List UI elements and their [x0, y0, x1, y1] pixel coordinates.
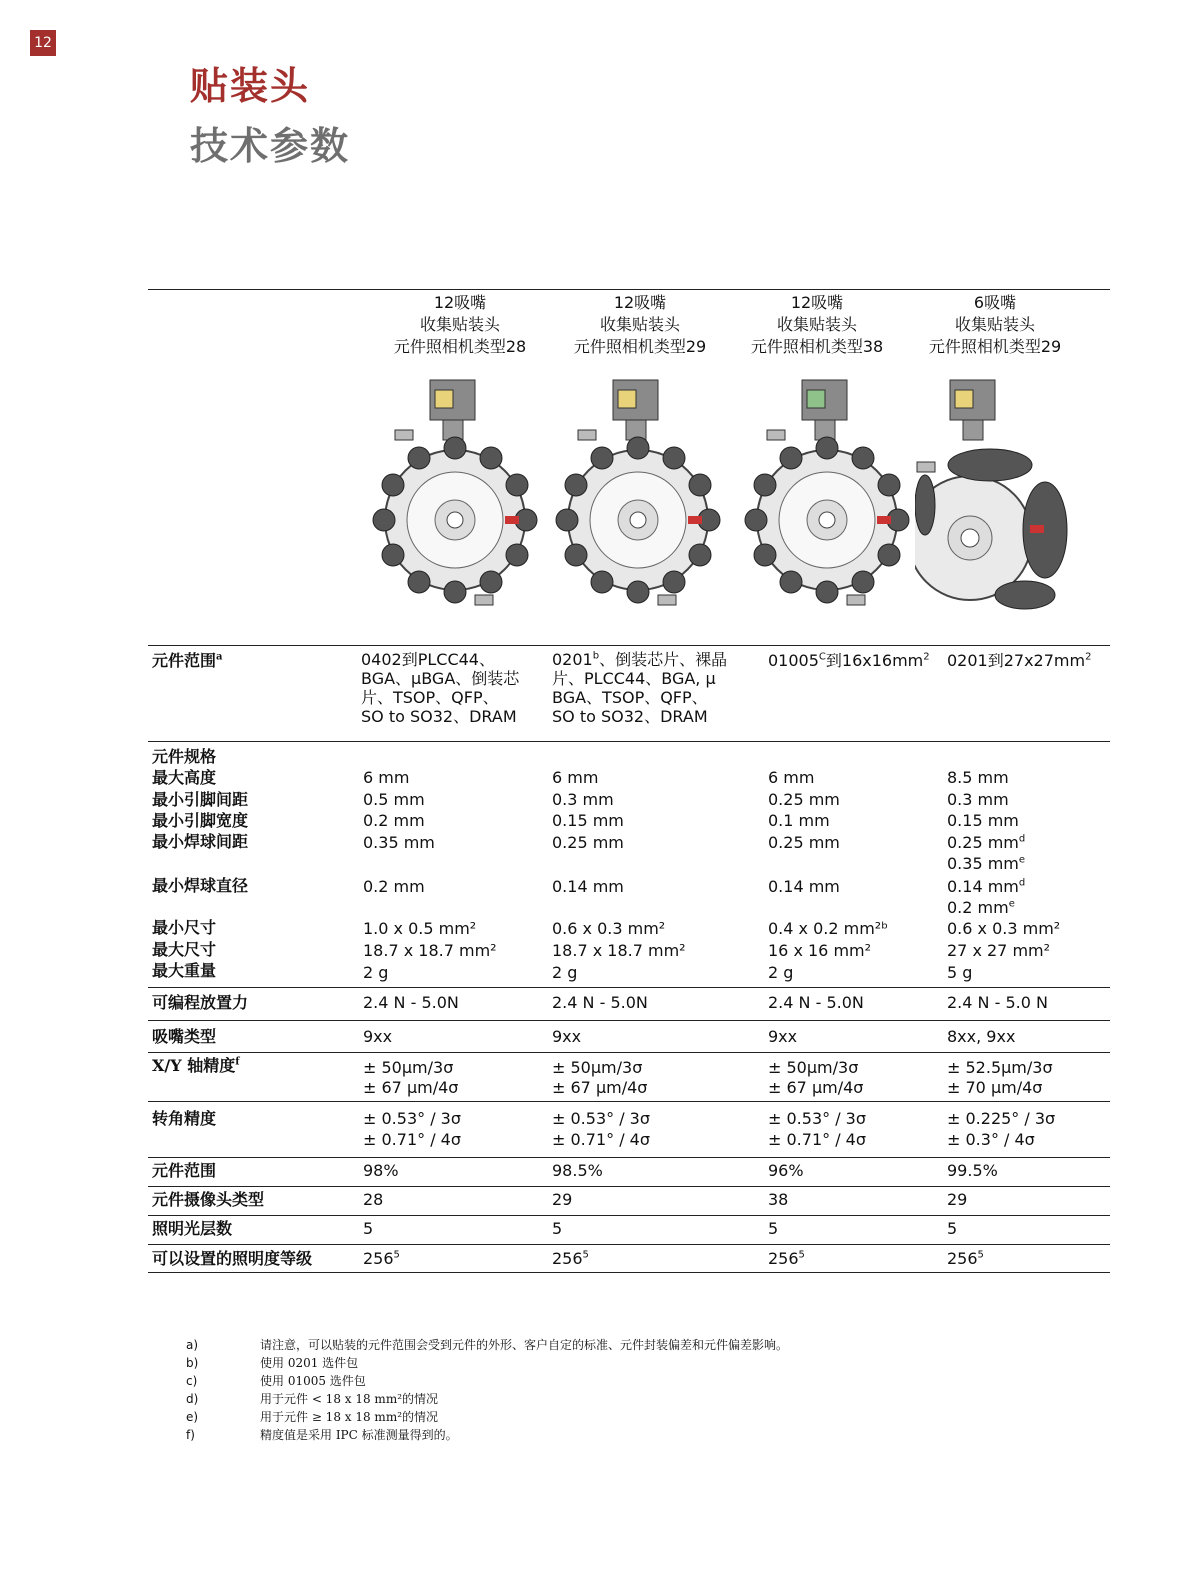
- footnote-text: 使用 01005 选件包: [260, 1374, 366, 1388]
- row-value: 9xx: [768, 1027, 798, 1046]
- rule-spec: [148, 741, 1110, 742]
- row-value: 99.5%: [947, 1161, 998, 1180]
- placement-head-12-nozzle-icon: [548, 370, 728, 625]
- footnote-key: d): [186, 1392, 199, 1406]
- spec-value: 0.25 mm: [768, 833, 840, 852]
- footnote-key: b): [186, 1356, 199, 1370]
- table-top-rule: [148, 289, 1110, 290]
- row-value: $256^5$: [768, 1249, 805, 1268]
- row-rule: [148, 1215, 1110, 1216]
- spec-label: 最小焊球直径: [152, 876, 249, 895]
- spec-value: 8.5 mm: [947, 768, 1009, 787]
- spec-value: 6 mm: [768, 768, 815, 787]
- row-value: 96%: [768, 1161, 804, 1180]
- footnote-text: 请注意，可以贴装的元件范围会受到元件的外形、客户自定的标准、元件封装偏差和元件偏差影响。: [260, 1338, 789, 1352]
- spec-value: 18.7 x 18.7 mm²: [552, 941, 686, 960]
- page-subtitle: 技术参数: [190, 123, 351, 168]
- footnote-key: a): [186, 1338, 199, 1352]
- row-value: 98.5%: [552, 1161, 603, 1180]
- spec-value: 0.15 mm: [552, 811, 624, 830]
- row-value: 5: [363, 1219, 374, 1238]
- spec-value: 0.2 $mm^e$: [947, 898, 1015, 917]
- spec-value: 0.3 mm: [552, 790, 614, 809]
- row-label: 可以设置的照明度等级: [152, 1249, 313, 1268]
- row-value: $256^5$: [363, 1249, 400, 1268]
- column-header-2: 12吸嘴 收集贴装头 元件照相机类型29: [573, 293, 707, 356]
- row-rule: [148, 1052, 1110, 1053]
- row-rule: [148, 1020, 1110, 1021]
- spec-value: 0.25 mm: [552, 833, 624, 852]
- rule-component-range: [148, 645, 1110, 646]
- column-header-1: 12吸嘴 收集贴装头 元件照相机类型28: [393, 293, 527, 356]
- spec-value: 18.7 x 18.7 mm²: [363, 941, 497, 960]
- spec-label: 最大尺寸: [152, 940, 217, 959]
- row-value: 5: [552, 1219, 563, 1238]
- row-rule: [148, 1186, 1110, 1187]
- placement-head-12-nozzle-icon: [365, 370, 545, 625]
- row-value: ± 50μm/3σ ± 67 μm/4σ: [768, 1058, 864, 1097]
- row-value: 29: [552, 1190, 573, 1209]
- row-rule: [148, 1101, 1110, 1102]
- row-label: 照明光层数: [152, 1219, 233, 1238]
- row-value: 9xx: [363, 1027, 393, 1046]
- spec-value: 0.1 mm: [768, 811, 830, 830]
- row-value: ± 0.225° / 3σ ± 0.3° / 4σ: [947, 1109, 1056, 1149]
- footnote-key: f): [186, 1428, 195, 1442]
- row-label: 转角精度: [152, 1109, 217, 1128]
- row-value: 2.4 N - 5.0N: [363, 993, 459, 1012]
- row-value: 5: [768, 1219, 779, 1238]
- spec-value: 2 g: [768, 963, 794, 982]
- row-rule: [148, 1157, 1110, 1158]
- spec-value: 0.5 mm: [363, 790, 425, 809]
- row-value: $256^5$: [947, 1249, 984, 1268]
- row-value: 28: [363, 1190, 384, 1209]
- row-value: 29: [947, 1190, 968, 1209]
- page-title: 贴装头: [190, 63, 311, 108]
- row-value: 98%: [363, 1161, 399, 1180]
- spec-value: 0.14 mm: [552, 877, 624, 896]
- spec-value: 0.25 $mm^d$: [947, 833, 1026, 852]
- spec-value: 0.15 mm: [947, 811, 1019, 830]
- placement-head-6-nozzle-icon: [915, 370, 1095, 625]
- footnote-key: c): [186, 1374, 198, 1388]
- spec-value: 16 x 16 mm²: [768, 941, 872, 960]
- row-value: ± 50μm/3σ ± 67 μm/4σ: [363, 1058, 459, 1097]
- spec-value: 6 mm: [552, 768, 599, 787]
- spec-value: 2 g: [363, 963, 389, 982]
- row-label: X/Y 轴精度$^f$: [152, 1056, 240, 1075]
- spec-label: 最小尺寸: [152, 918, 217, 937]
- row-label: 元件范围: [152, 1161, 217, 1180]
- spec-label: 最大高度: [152, 768, 217, 787]
- row-value: 5: [947, 1219, 958, 1238]
- footnote-text: 用于元件 ≥ 18 x 18 mm²的情况: [260, 1410, 439, 1424]
- spec-label: 最大重量: [152, 961, 217, 980]
- row-value: 8xx, 9xx: [947, 1027, 1016, 1046]
- spec-value: 0.2 mm: [363, 877, 425, 896]
- row-value: 38: [768, 1190, 789, 1209]
- column-header-3: 12吸嘴 收集贴装头 元件照相机类型38: [750, 293, 884, 356]
- spec-value: 6 mm: [363, 768, 410, 787]
- row-value: ± 50μm/3σ ± 67 μm/4σ: [552, 1058, 648, 1097]
- component-range-col4: 0201到$27x27mm^2$: [947, 651, 1092, 670]
- placement-head-12-nozzle-icon: [737, 370, 917, 625]
- row-value: ± 0.53° / 3σ ± 0.71° / 4σ: [552, 1109, 650, 1149]
- row-label: 可编程放置力: [152, 993, 249, 1012]
- footnote-key: e): [186, 1410, 199, 1424]
- footnote-text: 精度值是采用 IPC 标准测量得到的。: [260, 1428, 458, 1442]
- row-label: 元件摄像头类型: [152, 1190, 265, 1209]
- row-value: ± 52.5μm/3σ ± 70 μm/4σ: [947, 1058, 1053, 1097]
- spec-value: 27 x 27 mm²: [947, 941, 1051, 960]
- row-rule: [148, 1244, 1110, 1245]
- spec-value: 0.35 $mm^e$: [947, 854, 1026, 873]
- footnote-text: 使用 0201 选件包: [260, 1356, 359, 1370]
- spec-header: 元件规格: [152, 747, 217, 766]
- spec-value: 2 g: [552, 963, 578, 982]
- spec-value: 0.4 x 0.2 mm²ᵇ: [768, 919, 889, 938]
- spec-value: 0.6 x 0.3 mm²: [947, 919, 1061, 938]
- spec-value: 0.6 x 0.3 mm²: [552, 919, 666, 938]
- row-label: 吸嘴类型: [152, 1027, 217, 1046]
- spec-label: 最小焊球间距: [152, 832, 249, 851]
- spec-label: 最小引脚间距: [152, 790, 249, 809]
- row-value: $256^5$: [552, 1249, 589, 1268]
- row-value: ± 0.53° / 3σ ± 0.71° / 4σ: [768, 1109, 866, 1149]
- page-number: 12: [30, 30, 56, 56]
- row-rule: [148, 987, 1110, 988]
- row-value: 2.4 N - 5.0N: [768, 993, 864, 1012]
- spec-value: 0.35 mm: [363, 833, 435, 852]
- spec-value: 0.25 mm: [768, 790, 840, 809]
- spec-value: 0.2 mm: [363, 811, 425, 830]
- row-value: 2.4 N - 5.0 N: [947, 993, 1048, 1012]
- row-value: ± 0.53° / 3σ ± 0.71° / 4σ: [363, 1109, 461, 1149]
- component-range-col1: 0402到PLCC44、 BGA、μBGA、倒装芯 片、TSOP、QFP、 SO to SO32、DRAM: [361, 650, 520, 726]
- table-bottom-rule: [148, 1272, 1110, 1273]
- component-range-col3: $01005^C$到$16x16mm^2$: [768, 651, 930, 670]
- column-header-4: 6吸嘴 收集贴装头 元件照相机类型29: [928, 293, 1062, 356]
- component-range-col2: 0201$^b$、倒装芯片、裸晶 片、PLCC44、BGA, μ BGA、TSOP、QFP、 SO to SO32、DRAM: [552, 650, 728, 726]
- footnote-text: 用于元件 < 18 x 18 mm²的情况: [260, 1392, 439, 1406]
- spec-value: 0.3 mm: [947, 790, 1009, 809]
- spec-value: 0.14 $mm^d$: [947, 877, 1026, 896]
- spec-value: 5 g: [947, 963, 973, 982]
- spec-value: 1.0 x 0.5 mm²: [363, 919, 477, 938]
- component-range-label: 元件范围$^a$: [152, 651, 223, 670]
- row-value: 2.4 N - 5.0N: [552, 993, 648, 1012]
- row-value: 9xx: [552, 1027, 582, 1046]
- spec-value: 0.14 mm: [768, 877, 840, 896]
- spec-label: 最小引脚宽度: [152, 811, 249, 830]
